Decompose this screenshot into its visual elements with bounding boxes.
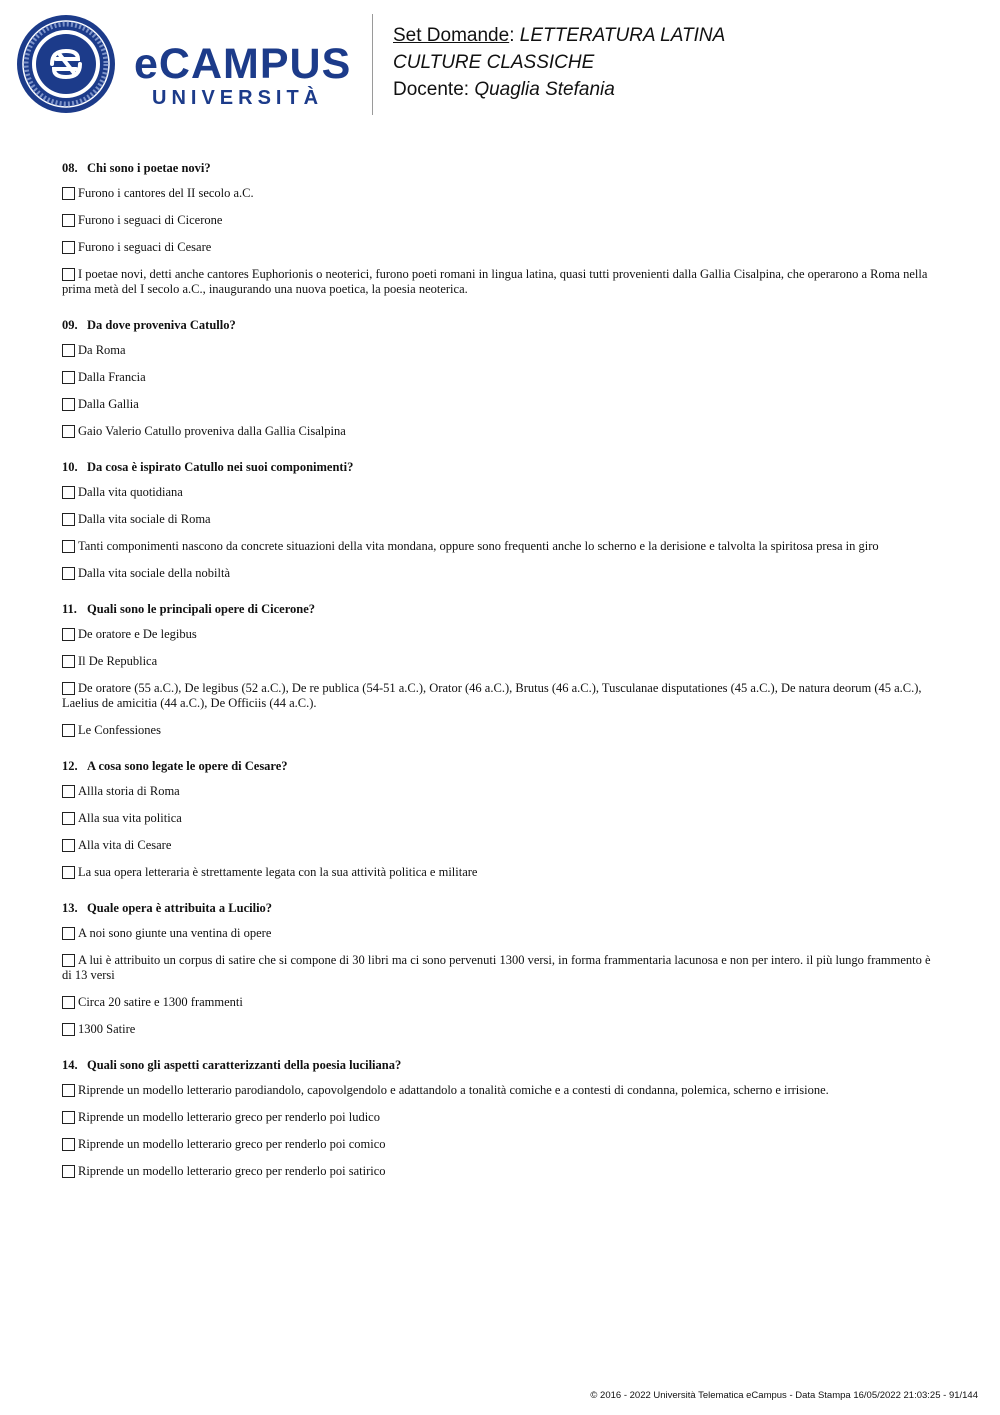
answer-checkbox[interactable]	[62, 513, 75, 526]
answer-checkbox[interactable]	[62, 241, 75, 254]
answer-text: I poetae novi, detti anche cantores Euphorionis o neoterici, furono poeti romani in lingua latina, quasi tutti provenienti dalla Gallia Cisalpina, che operarono a Roma nella prima metà del I secolo a.C., inaugurando una nuova poetica, la poesia neoterica.	[62, 267, 928, 296]
question-number: 14.	[62, 1058, 78, 1072]
question-title	[62, 601, 942, 617]
answer-option	[62, 1022, 942, 1037]
answer-text: Il De Republica	[78, 654, 158, 668]
question-text: Quali sono le principali opere di Cicerone?	[87, 602, 316, 616]
logo-main-text: eCAMPUS	[134, 40, 352, 88]
question-title	[62, 1057, 942, 1073]
question-number: 10.	[62, 460, 78, 474]
answer-option	[62, 995, 942, 1010]
answer-checkbox[interactable]	[62, 927, 75, 940]
answer-checkbox[interactable]	[62, 486, 75, 499]
answer-checkbox[interactable]	[62, 812, 75, 825]
answer-text: Gaio Valerio Catullo proveniva dalla Gallia Cisalpina	[78, 424, 346, 438]
question-title	[62, 317, 942, 333]
answer-option	[62, 566, 942, 581]
answer-option	[62, 512, 942, 527]
answer-checkbox[interactable]	[62, 1138, 75, 1151]
answer-checkbox[interactable]	[62, 682, 75, 695]
answer-text: De oratore (55 a.C.), De legibus (52 a.C.), De re publica (54-51 a.C.), Orator (46 a.C.), Brutus (46 a.C.), Tusculanae disputationes (45 a.C.), De natura deorum (45 a.C.), Laelius de amicitia (44 a.C.), De Officiis (44 a.C.).	[62, 681, 922, 710]
answer-option	[62, 397, 942, 412]
question-number: 09.	[62, 318, 78, 332]
teacher-label: Docente:	[393, 79, 470, 100]
answer-text: Riprende un modello letterario greco per renderlo poi comico	[78, 1137, 386, 1151]
answer-option	[62, 723, 942, 738]
answer-text: Da Roma	[78, 343, 126, 357]
question-block	[62, 317, 942, 439]
page-footer: © 2016 - 2022 Università Telematica eCampus - Data Stampa 16/05/2022 21:03:25 - 91/144	[590, 1390, 978, 1401]
answer-checkbox[interactable]	[62, 1111, 75, 1124]
ecampus-wordmark	[134, 42, 351, 110]
answer-option	[62, 953, 942, 983]
answer-checkbox[interactable]	[62, 655, 75, 668]
answer-checkbox[interactable]	[62, 954, 75, 967]
answer-checkbox[interactable]	[62, 839, 75, 852]
question-number: 08.	[62, 161, 78, 175]
answer-text: A lui è attribuito un corpus di satire che si compone di 30 libri ma ci sono pervenuti 1300 versi, in forma frammentaria lacunosa e non per intero. il più lungo frammento è di 13 versi	[62, 953, 931, 982]
answer-checkbox[interactable]	[62, 996, 75, 1009]
question-number: 12.	[62, 759, 78, 773]
answer-text: Dalla vita quotidiana	[78, 485, 183, 499]
answer-checkbox[interactable]	[62, 785, 75, 798]
question-block	[62, 900, 942, 1037]
answer-checkbox[interactable]	[62, 628, 75, 641]
answer-checkbox[interactable]	[62, 268, 75, 281]
answer-text: Dalla vita sociale della nobiltà	[78, 566, 231, 580]
question-number: 13.	[62, 901, 78, 915]
answer-option	[62, 1110, 942, 1125]
question-number: 11.	[62, 602, 77, 616]
answer-text: Alla vita di Cesare	[78, 838, 172, 852]
answer-text: Riprende un modello letterario parodiandolo, capovolgendolo e adattandolo a tonalità comiche e a contesti di condanna, polemica, scherno e irrisione.	[78, 1083, 829, 1097]
answer-checkbox[interactable]	[62, 398, 75, 411]
question-text: A cosa sono legate le opere di Cesare?	[87, 759, 288, 773]
question-text: Da dove proveniva Catullo?	[87, 318, 236, 332]
answer-option	[62, 539, 942, 554]
question-block	[62, 459, 942, 581]
question-block	[62, 1057, 942, 1179]
answer-option	[62, 424, 942, 439]
answer-text: La sua opera letteraria è strettamente legata con la sua attività politica e militare	[78, 865, 478, 879]
answer-text: Furono i seguaci di Cicerone	[78, 213, 223, 227]
answer-option	[62, 1083, 942, 1098]
answer-option	[62, 186, 942, 201]
answer-option	[62, 213, 942, 228]
question-block	[62, 601, 942, 738]
answer-text: Furono i seguaci di Cesare	[78, 240, 212, 254]
teacher-line	[393, 76, 725, 103]
answer-option	[62, 811, 942, 826]
answer-text: Dalla Gallia	[78, 397, 139, 411]
answer-text: 1300 Satire	[78, 1022, 136, 1036]
question-text: Da cosa è ispirato Catullo nei suoi componimenti?	[87, 460, 354, 474]
answer-checkbox[interactable]	[62, 540, 75, 553]
answer-option	[62, 865, 942, 880]
course-name: CULTURE CLASSICHE	[393, 52, 595, 73]
answer-checkbox[interactable]	[62, 344, 75, 357]
question-text: Quale opera è attribuita a Lucilio?	[87, 901, 273, 915]
logo-sub-text: UNIVERSITÀ	[152, 87, 324, 109]
answer-text: Circa 20 satire e 1300 frammenti	[78, 995, 243, 1009]
answer-text: Allla storia di Roma	[78, 784, 180, 798]
answer-checkbox[interactable]	[62, 371, 75, 384]
set-line: Set Domande: LETTERATURA LATINA	[393, 25, 726, 46]
page-header	[0, 0, 1000, 130]
answer-option	[62, 1137, 942, 1152]
question-text: Quali sono gli aspetti caratterizzanti della poesia luciliana?	[87, 1058, 402, 1072]
answer-checkbox[interactable]	[62, 866, 75, 879]
answer-checkbox[interactable]	[62, 1165, 75, 1178]
answer-option	[62, 240, 942, 255]
answer-text: Dalla Francia	[78, 370, 146, 384]
answer-checkbox[interactable]	[62, 187, 75, 200]
subject-name: LETTERATURA LATINA	[519, 25, 726, 46]
answer-checkbox[interactable]	[62, 724, 75, 737]
question-title	[62, 459, 942, 475]
answer-text: A noi sono giunte una ventina di opere	[78, 926, 272, 940]
answer-option	[62, 784, 942, 799]
answer-text: Alla sua vita politica	[78, 811, 182, 825]
teacher-name: Quaglia Stefania	[474, 79, 615, 100]
answer-option	[62, 1164, 942, 1179]
question-title	[62, 900, 942, 916]
answer-option	[62, 926, 942, 941]
answer-option	[62, 838, 942, 853]
answer-text: Tanti componimenti nascono da concrete situazioni della vita mondana, oppure sono frequenti anche lo scherno e la derisione e talvolta la spiritosa presa in giro	[78, 539, 879, 553]
question-title	[62, 758, 942, 774]
question-text: Chi sono i poetae novi?	[87, 161, 211, 175]
answer-option	[62, 267, 942, 297]
answer-checkbox[interactable]	[62, 1084, 75, 1097]
answer-text: Furono i cantores del II secolo a.C.	[78, 186, 254, 200]
answer-option	[62, 370, 942, 385]
answer-option	[62, 343, 942, 358]
set-label: Set Domande	[393, 25, 510, 46]
answer-option	[62, 654, 942, 669]
answer-checkbox[interactable]	[62, 567, 75, 580]
answer-text: Dalla vita sociale di Roma	[78, 512, 211, 526]
answer-option	[62, 627, 942, 642]
question-block	[62, 758, 942, 880]
question-title	[62, 160, 942, 176]
answer-text: Riprende un modello letterario greco per renderlo poi satirico	[78, 1164, 386, 1178]
answer-text: De oratore e De legibus	[78, 627, 197, 641]
header-info	[393, 22, 725, 103]
question-block	[62, 160, 942, 297]
header-divider	[372, 14, 373, 115]
question-list	[62, 160, 942, 1199]
answer-checkbox[interactable]	[62, 425, 75, 438]
ecampus-seal-logo	[16, 14, 116, 114]
answer-checkbox[interactable]	[62, 214, 75, 227]
answer-option	[62, 681, 942, 711]
answer-option	[62, 485, 942, 500]
answer-text: Le Confessiones	[78, 723, 161, 737]
answer-text: Riprende un modello letterario greco per renderlo poi ludico	[78, 1110, 380, 1124]
answer-checkbox[interactable]	[62, 1023, 75, 1036]
